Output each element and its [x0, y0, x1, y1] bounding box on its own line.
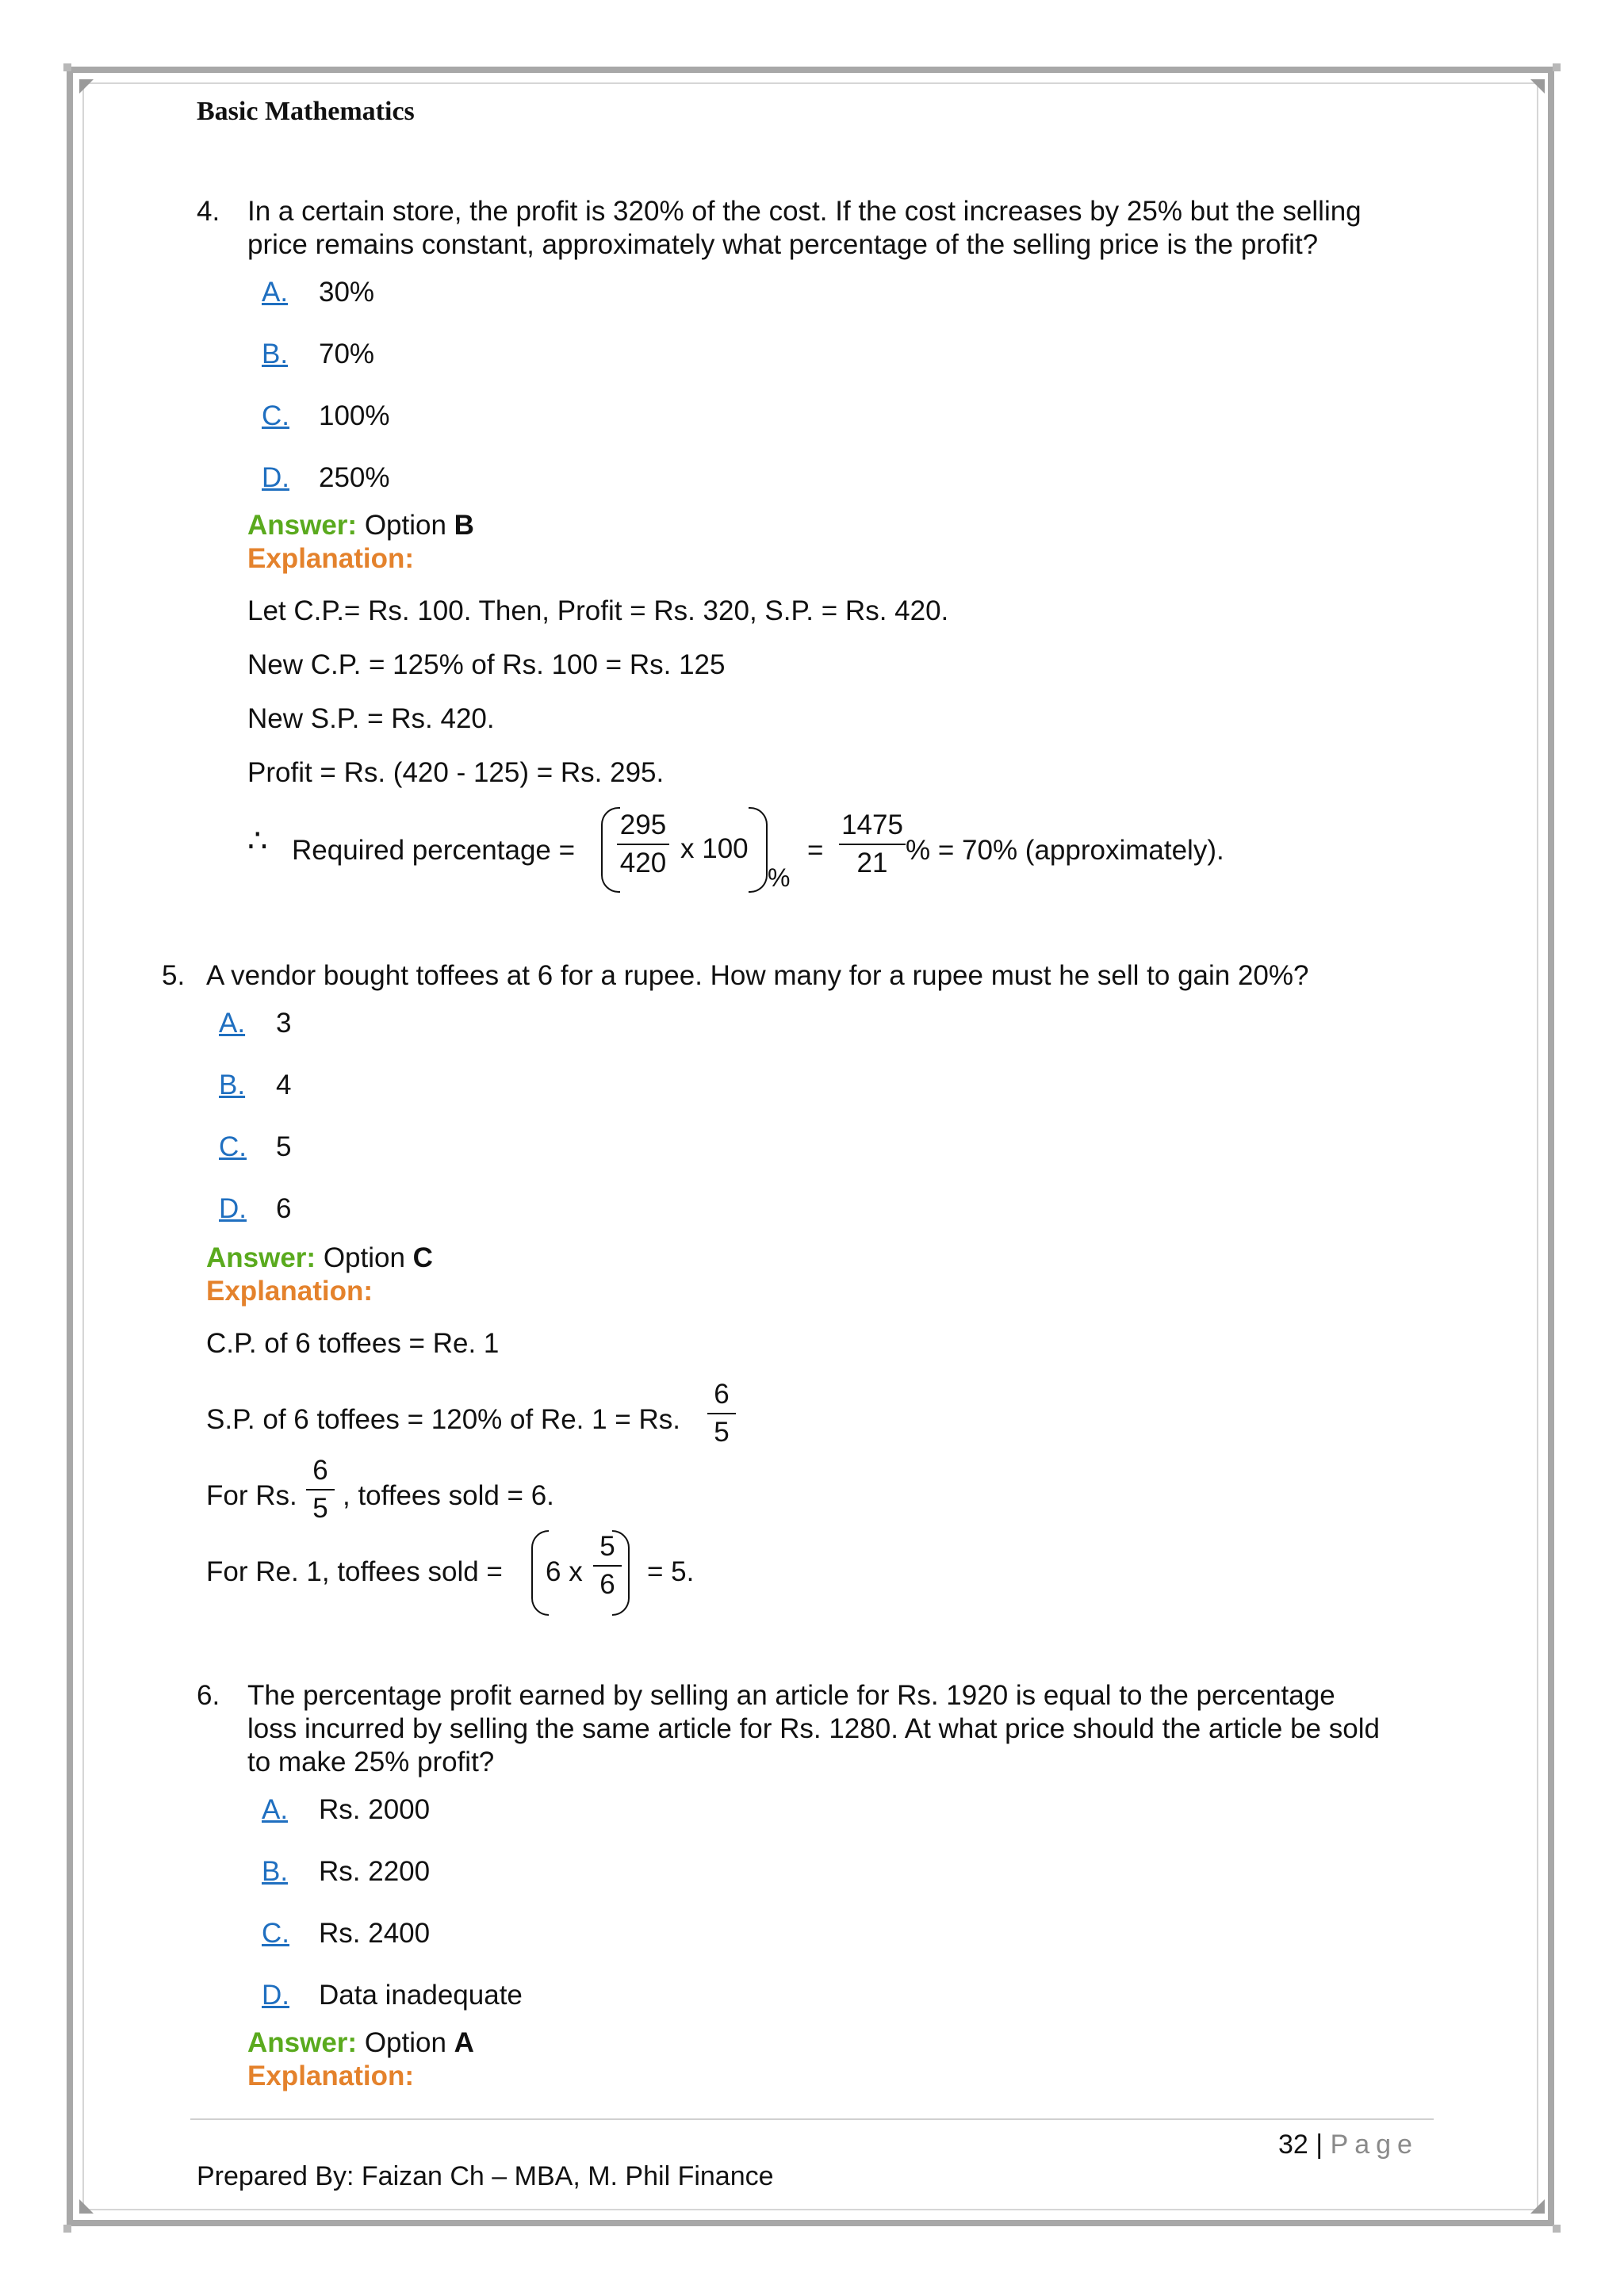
- fraction-denominator: 420: [619, 848, 667, 878]
- fraction-1475-21: [839, 809, 906, 880]
- fraction-6-5: [306, 1454, 335, 1525]
- explanation-step: C.P. of 6 toffees = Re. 1: [206, 1328, 500, 1359]
- therefore-symbol: ∴: [247, 824, 268, 859]
- option-text: 30%: [319, 277, 375, 308]
- explanation-step: New S.P. = Rs. 420.: [247, 703, 495, 734]
- option-a[interactable]: [219, 1007, 291, 1040]
- answer-label: Answer:: [206, 1242, 316, 1273]
- corner-square: [63, 63, 71, 71]
- answer-text: Option: [316, 1242, 413, 1273]
- option-c[interactable]: [262, 1917, 430, 1950]
- question-text: price remains constant, approximately what percentage of the selling price is the profit?: [247, 229, 1319, 260]
- option-text: 4: [276, 1070, 292, 1100]
- answer-value: B: [454, 510, 474, 541]
- page-number: [1278, 2130, 1419, 2160]
- percent-subscript: %: [768, 863, 791, 892]
- answer: [247, 509, 474, 542]
- explanation-step: Profit = Rs. (420 - 125) = Rs. 295.: [247, 757, 665, 788]
- right-paren: [749, 807, 768, 893]
- option-link[interactable]: C.: [219, 1131, 247, 1162]
- corner-ornament: [1530, 2199, 1545, 2214]
- question-text: In a certain store, the profit is 320% of the cost. If the cost increases by 25% but the selling: [247, 196, 1362, 227]
- corner-square: [63, 2225, 71, 2233]
- fraction-numerator: 295: [619, 809, 667, 840]
- option-link[interactable]: C.: [262, 400, 289, 431]
- option-link[interactable]: D.: [219, 1193, 247, 1224]
- page-title: Basic Mathematics: [197, 97, 415, 126]
- fraction-denominator: 5: [714, 1417, 730, 1448]
- option-link[interactable]: B.: [262, 1856, 289, 1887]
- option-d[interactable]: [262, 461, 390, 495]
- footer-prepared-by: Prepared By: Faizan Ch – MBA, M. Phil Finance: [197, 2161, 774, 2191]
- fraction-bar: [839, 844, 906, 845]
- explanation-step: S.P. of 6 toffees = 120% of Re. 1 = Rs.: [206, 1404, 680, 1435]
- option-link[interactable]: C.: [262, 1918, 289, 1949]
- question-text: to make 25% profit?: [247, 1747, 495, 1777]
- result-text: % = 70% (approximately).: [906, 835, 1224, 866]
- option-text: Rs. 2400: [319, 1918, 431, 1949]
- answer-label: Answer:: [247, 2027, 358, 2058]
- option-link[interactable]: A.: [219, 1008, 246, 1039]
- question-number: 4.: [197, 196, 220, 227]
- explanation-step: New C.P. = 125% of Rs. 100 = Rs. 125: [247, 649, 726, 680]
- option-link[interactable]: D.: [262, 1980, 289, 2011]
- question-text: A vendor bought toffees at 6 for a rupee. How many for a rupee must he sell to gain 20%?: [206, 960, 1309, 991]
- option-text: 6: [276, 1193, 292, 1224]
- fraction-denominator: 21: [856, 848, 888, 878]
- option-b[interactable]: [219, 1069, 291, 1102]
- corner-ornament: [79, 79, 94, 94]
- answer-value: A: [454, 2027, 474, 2058]
- corner-square: [1553, 63, 1561, 71]
- explanation-step: , toffees sold = 6.: [343, 1480, 554, 1511]
- footer-divider: [190, 2118, 1434, 2120]
- fraction-denominator: 5: [312, 1493, 328, 1524]
- explanation-step: 6 x: [546, 1556, 583, 1587]
- option-c[interactable]: [262, 400, 390, 433]
- fraction-numerator: 1475: [841, 809, 903, 840]
- option-link[interactable]: B.: [219, 1070, 246, 1100]
- option-a[interactable]: [262, 1793, 430, 1827]
- option-text: 250%: [319, 462, 390, 493]
- page-word: Page: [1330, 2130, 1419, 2160]
- equals-sign: =: [807, 835, 824, 866]
- corner-ornament: [79, 2199, 94, 2214]
- explanation-step: = 5.: [647, 1556, 695, 1587]
- fraction-bar: [617, 844, 669, 845]
- option-text: 100%: [319, 400, 390, 431]
- answer-text: Option: [357, 510, 454, 541]
- page-separator: |: [1308, 2130, 1331, 2160]
- option-text: 5: [276, 1131, 292, 1162]
- option-link[interactable]: A.: [262, 277, 289, 308]
- answer: [206, 1242, 433, 1275]
- explanation-step: For Re. 1, toffees sold =: [206, 1556, 503, 1587]
- question-text: The percentage profit earned by selling an article for Rs. 1920 is equal to the percentage: [247, 1680, 1335, 1711]
- option-link[interactable]: D.: [262, 462, 289, 493]
- option-text: 70%: [319, 339, 375, 369]
- fraction-denominator: 6: [599, 1569, 615, 1600]
- required-percentage-label: Required percentage =: [292, 835, 576, 866]
- answer-label: Answer:: [247, 510, 358, 541]
- option-c[interactable]: [219, 1131, 291, 1164]
- option-d[interactable]: [262, 1979, 523, 2012]
- question-number: 5.: [162, 960, 186, 991]
- fraction-295-420: [617, 809, 669, 880]
- option-link[interactable]: A.: [262, 1794, 289, 1825]
- explanation-label: Explanation:: [247, 543, 415, 574]
- answer-text: Option: [357, 2027, 454, 2058]
- explanation-label: Explanation:: [247, 2061, 415, 2091]
- explanation-step: For Rs.: [206, 1480, 297, 1511]
- right-paren: [612, 1530, 630, 1616]
- corner-square: [1553, 2225, 1561, 2233]
- answer: [247, 2026, 474, 2060]
- times-100: x 100: [680, 833, 749, 864]
- option-link[interactable]: B.: [262, 339, 289, 369]
- explanation-step: Let C.P.= Rs. 100. Then, Profit = Rs. 320, S.P. = Rs. 420.: [247, 595, 949, 626]
- question-text: loss incurred by selling the same article for Rs. 1280. At what price should the article be sold: [247, 1713, 1380, 1744]
- option-text: 3: [276, 1008, 292, 1039]
- option-text: Data inadequate: [319, 1980, 523, 2011]
- explanation-label: Explanation:: [206, 1276, 373, 1307]
- corner-ornament: [1530, 79, 1545, 94]
- option-a[interactable]: [262, 276, 374, 309]
- fraction-6-5: [707, 1378, 736, 1449]
- question-number: 6.: [197, 1680, 220, 1711]
- option-d[interactable]: [219, 1192, 291, 1226]
- fraction-bar: [707, 1413, 736, 1414]
- option-b[interactable]: [262, 338, 374, 371]
- answer-value: C: [412, 1242, 433, 1273]
- fraction-bar: [306, 1489, 335, 1490]
- fraction-numerator: 6: [714, 1379, 730, 1410]
- option-text: Rs. 2000: [319, 1794, 431, 1825]
- fraction-numerator: 6: [312, 1455, 328, 1486]
- option-text: Rs. 2200: [319, 1856, 431, 1887]
- option-b[interactable]: [262, 1855, 430, 1888]
- page-number-value: 32: [1278, 2130, 1308, 2160]
- fraction-numerator: 5: [599, 1531, 615, 1562]
